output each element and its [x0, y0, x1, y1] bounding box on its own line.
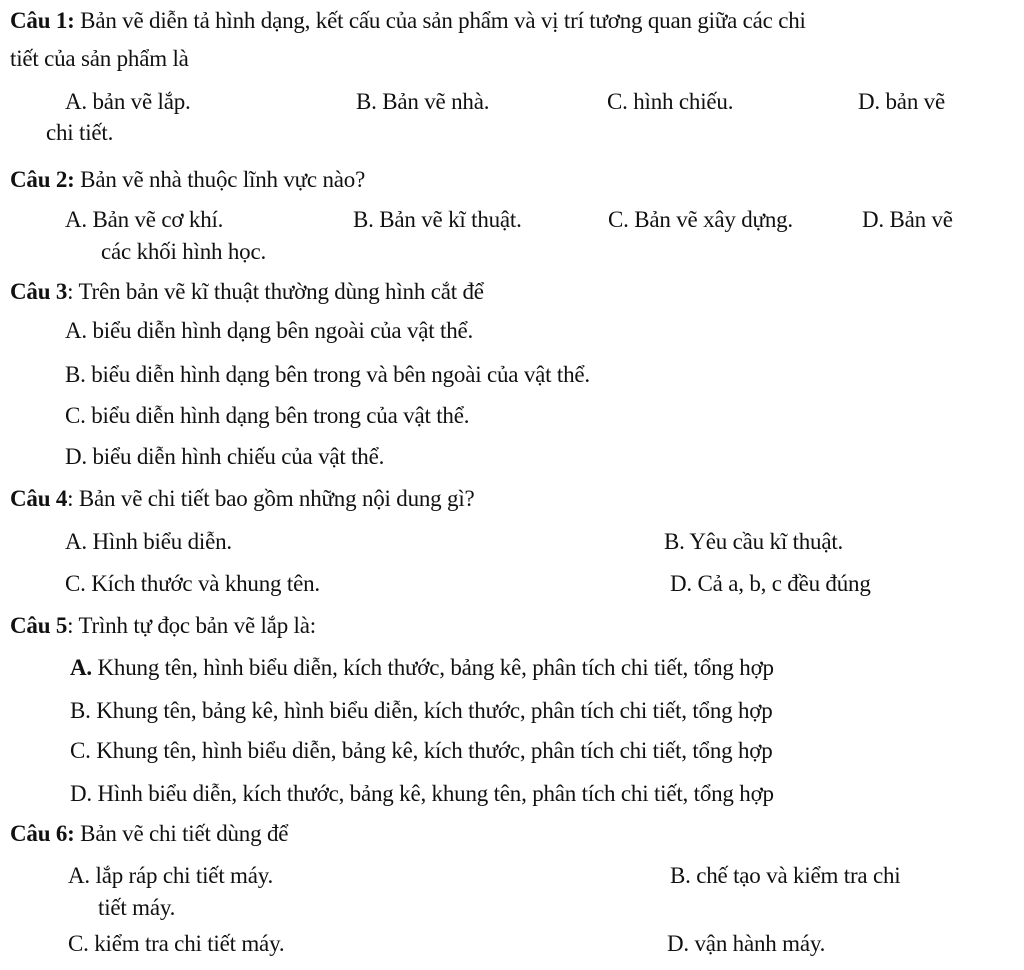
question-3-option-a: A. biểu diễn hình dạng bên ngoài của vật thể. [65, 318, 474, 343]
question-4-option-d: D. Cả a, b, c đều đúng [670, 571, 871, 596]
question-5-stem: Câu 5: Trình tự đọc bản vẽ lắp là: [10, 613, 316, 638]
question-6-option-d: D. vận hành máy. [667, 931, 826, 956]
question-5-label: Câu 5 [10, 613, 68, 638]
question-5-option-d: D. Hình biểu diễn, kích thước, bảng kê, khung tên, phân tích chi tiết, tổng hợp [70, 781, 774, 806]
question-4-option-a: A. Hình biểu diễn. [65, 529, 232, 554]
question-3-option-d: D. biểu diễn hình chiếu của vật thể. [65, 444, 385, 469]
question-5-option-b: B. Khung tên, bảng kê, hình biểu diễn, kích thước, phân tích chi tiết, tổng hợp [70, 698, 773, 723]
question-1-option-d-cont: chi tiết. [46, 120, 114, 145]
question-2-option-c: C. Bản vẽ xây dựng. [608, 207, 793, 232]
question-1-option-d: D. bản vẽ [858, 89, 945, 114]
question-2-option-d: D. Bản vẽ [862, 207, 953, 232]
question-1-option-a: A. bản vẽ lắp. [65, 89, 191, 114]
question-1-stem-cont: tiết của sản phẩm là [10, 46, 189, 71]
question-1-stem: Câu 1: Bản vẽ diễn tả hình dạng, kết cấu của sản phẩm và vị trí tương quan giữa các chi [10, 8, 806, 33]
question-6-option-c: C. kiểm tra chi tiết máy. [68, 931, 285, 956]
question-6-option-b-cont: tiết máy. [98, 895, 176, 920]
question-4-option-b: B. Yêu cầu kĩ thuật. [664, 529, 844, 554]
question-6-option-b: B. chế tạo và kiểm tra chi [670, 863, 901, 888]
question-2-label: Câu 2: [10, 167, 75, 192]
question-6-stem: Câu 6: Bản vẽ chi tiết dùng để [10, 821, 289, 846]
question-6-option-a: A. lắp ráp chi tiết máy. [68, 863, 274, 888]
question-4-label: Câu 4 [10, 486, 68, 511]
question-2-option-b: B. Bản vẽ kĩ thuật. [353, 207, 522, 232]
question-1-option-c: C. hình chiếu. [607, 89, 734, 114]
question-5-option-c: C. Khung tên, hình biểu diễn, bảng kê, kích thước, phân tích chi tiết, tổng hợp [70, 738, 773, 763]
question-3-option-c: C. biểu diễn hình dạng bên trong của vật thể. [65, 403, 470, 428]
question-4-stem: Câu 4: Bản vẽ chi tiết bao gồm những nội dung gì? [10, 486, 475, 511]
question-1-option-b: B. Bản vẽ nhà. [356, 89, 490, 114]
question-2-option-a: A. Bản vẽ cơ khí. [65, 207, 224, 232]
question-3-stem: Câu 3: Trên bản vẽ kĩ thuật thường dùng hình cắt để [10, 279, 484, 304]
question-6-label: Câu 6: [10, 821, 75, 846]
question-4-option-c: C. Kích thước và khung tên. [65, 571, 320, 596]
question-1-label: Câu 1: [10, 8, 75, 33]
question-2-stem: Câu 2: Bản vẽ nhà thuộc lĩnh vực nào? [10, 167, 366, 192]
question-5-option-a: A. Khung tên, hình biểu diễn, kích thước, bảng kê, phân tích chi tiết, tổng hợp [70, 655, 774, 680]
question-2-option-d-cont: các khối hình học. [101, 239, 267, 264]
question-3-option-b: B. biểu diễn hình dạng bên trong và bên ngoài của vật thể. [65, 362, 590, 387]
question-3-label: Câu 3 [10, 279, 68, 304]
